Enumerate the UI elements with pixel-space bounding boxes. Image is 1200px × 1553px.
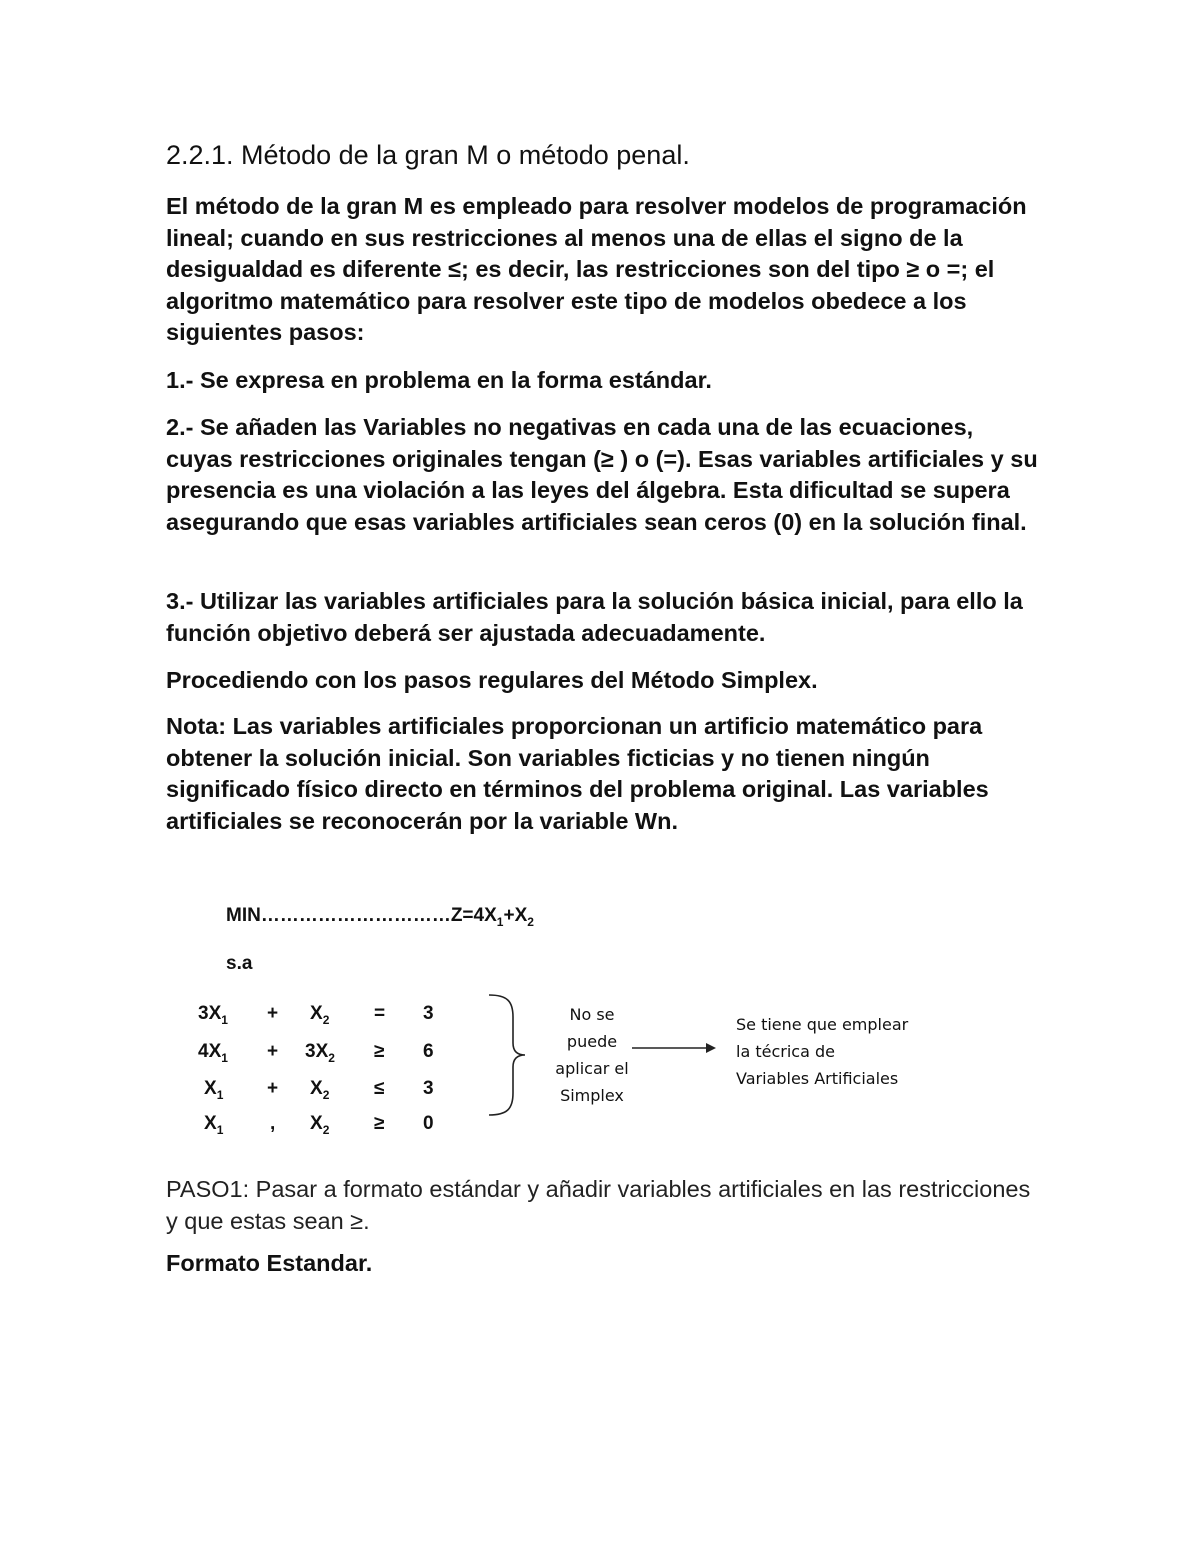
constraint-2-relation: ≥ — [374, 1041, 385, 1062]
constraint-2-term-1: $4X_1$ — [198, 1041, 228, 1065]
constraint-1-term-2: $X_2$ — [310, 1003, 330, 1027]
intro-paragraph: El método de la gran M es empleado para resolver modelos de programación lineal; cuando en sus restricciones al menos una de ellas el signo de la desigualdad es diferente ≤; es decir, las restricciones son del tipo ≥ o =; el algoritmo matemático para resolver este tipo de modelos obedece a los siguientes pasos: — [166, 193, 1027, 345]
formato-estandar-label: Formato Estandar. — [166, 1250, 373, 1276]
constraint-3-rhs: 3 — [423, 1078, 434, 1099]
paso1-paragraph: PASO1: Pasar a formato estándar y añadir variables artificiales en las restricciones y que estas sean ≥. — [166, 1176, 1031, 1234]
constraint-3-relation: ≤ — [374, 1078, 385, 1099]
constraint-4-relation: ≥ — [374, 1113, 385, 1134]
objective-function: $MIN\dots\dots\dots\dots\dots\dots\dots\dots\dots\dots Z=4X_1+X_2$ — [226, 905, 534, 929]
constraint-4-rhs: 0 — [423, 1113, 434, 1134]
constraint-1-relation: = — [374, 1003, 386, 1024]
problem-figure — [190, 895, 950, 1145]
nota-paragraph: Nota: Las variables artificiales proporcionan un artificio matemático para obtener la solución inicial. Son variables ficticias y no tienen ningún significado físico directo en términos del problema original. Las variables artificiales se reconocerán por la variable Wn. — [166, 713, 989, 834]
step-3-paragraph: 3.- Utilizar las variables artificiales para la solución básica inicial, para ello la función objetivo deberá ser ajustada adecuadamente. — [166, 588, 1023, 646]
proceed-paragraph: Procediendo con los pasos regulares del Método Simplex. — [166, 667, 818, 693]
arrow-right-icon — [630, 1040, 720, 1056]
constraint-2-operator: + — [267, 1041, 279, 1062]
constraint-2-rhs: 6 — [423, 1041, 434, 1062]
cannot-apply-simplex-note: No se puede aplicar el Simplex — [555, 1005, 629, 1105]
constraint-1-operator: + — [267, 1003, 279, 1024]
step-2-paragraph: 2.- Se añaden las Variables no negativas en cada una de las ecuaciones, cuyas restricciones originales tengan (≥ ) o (=). Esas variables artificiales y su presencia es una violación a las leyes del álgebra. Esta dificultad se supera asegurando que esas variables artificiales sean ceros (0) en la solución final. — [166, 414, 1038, 535]
artificial-variables-note: Se tiene que emplear la técrica de Variables Artificiales — [736, 1015, 909, 1088]
subject-to-label: s.a — [226, 953, 253, 974]
constraint-3-term-1: $X_1$ — [204, 1078, 224, 1102]
constraint-2-term-2: $3X_2$ — [305, 1041, 335, 1065]
step-1-paragraph: 1.- Se expresa en problema en la forma estándar. — [166, 367, 712, 393]
section-heading: 2.2.1. Método de la gran M o método penal. — [166, 140, 690, 170]
constraint-4-term-2: $X_2$ — [310, 1113, 330, 1137]
curly-brace-icon — [485, 991, 535, 1121]
constraint-3-term-2: $X_2$ — [310, 1078, 330, 1102]
constraint-4-term-1: $X_1$ — [204, 1113, 224, 1137]
constraint-1-term-1: $3X_1$ — [198, 1003, 228, 1027]
constraint-1-rhs: 3 — [423, 1003, 434, 1024]
constraint-4-separator: , — [270, 1113, 276, 1134]
constraint-3-operator: + — [267, 1078, 279, 1099]
